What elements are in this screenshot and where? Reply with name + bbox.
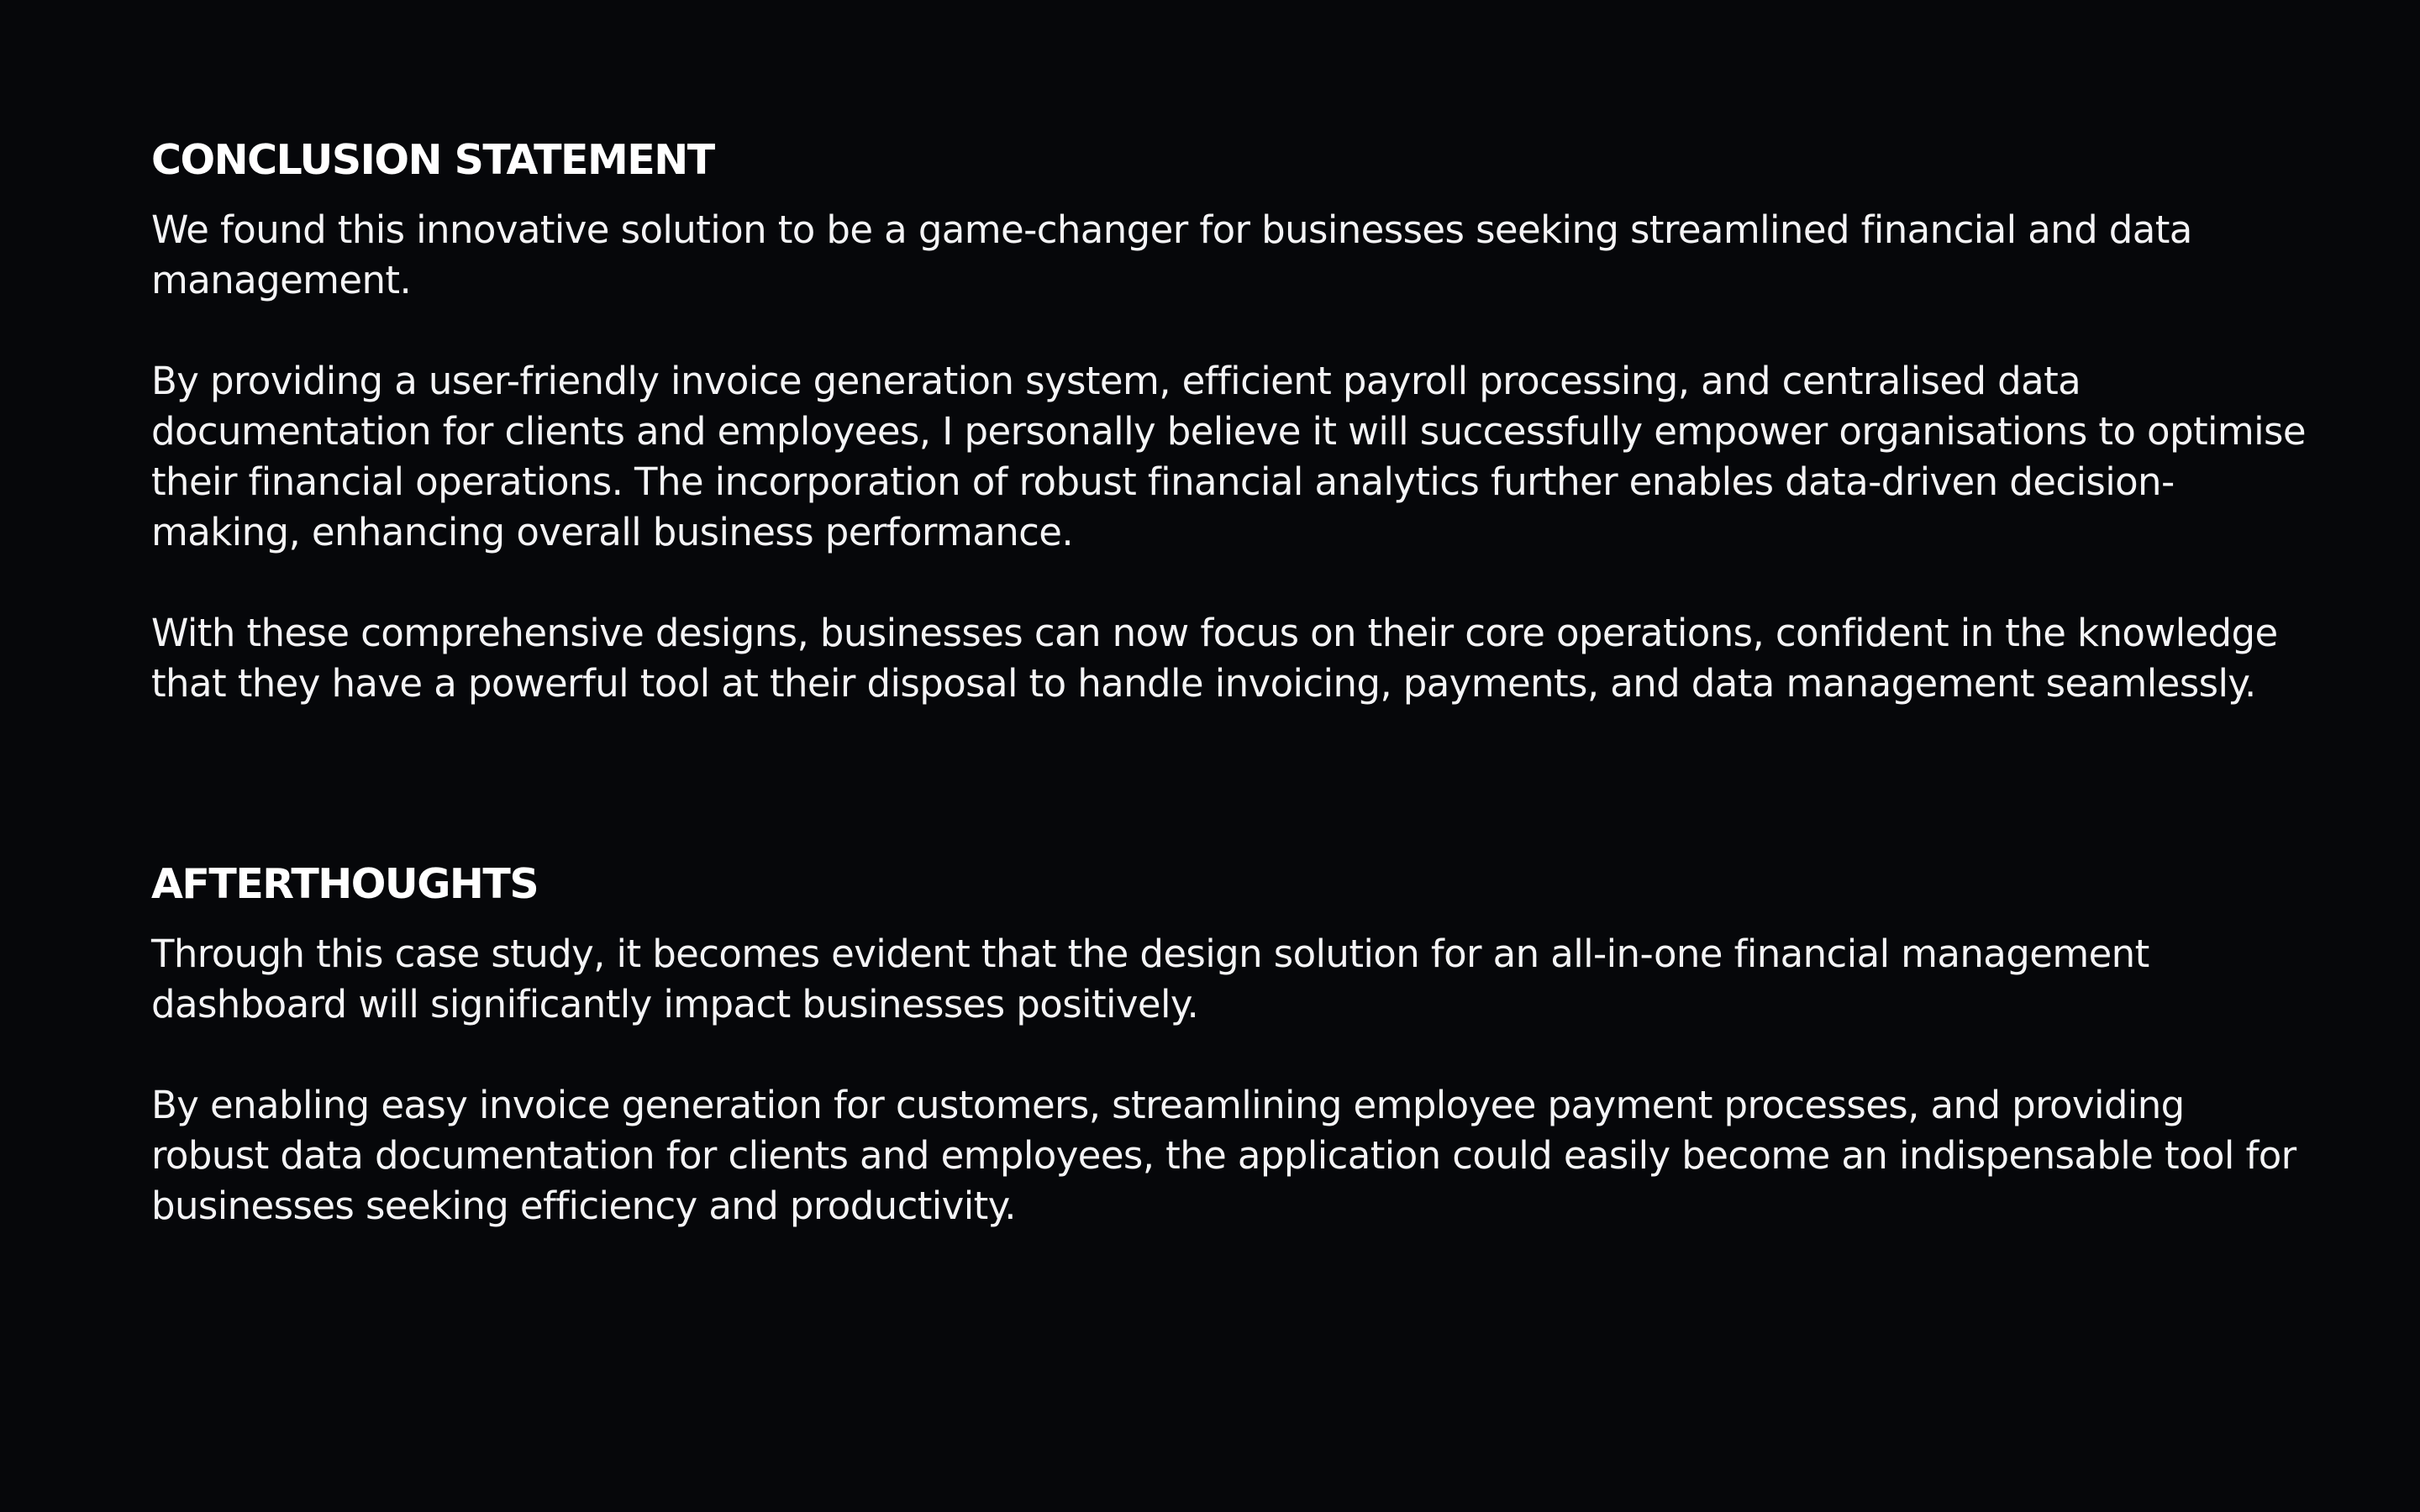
conclusion-paragraph-3: With these comprehensive designs, businesses can now focus on their core operations, confident in the knowledge that they have a powerful tool at their disposal to handle invoicing, payments, and data management seamlessly. (151, 611, 2278, 706)
content-column (151, 133, 2311, 1231)
conclusion-section (151, 133, 2311, 709)
afterthoughts-heading: AFTERTHOUGHTS (151, 860, 539, 908)
conclusion-paragraph-2: By providing a user-friendly invoice generation system, efficient payroll processing, and centralised data documentation for clients and employees, I personally believe it will successfully empower organisations to optimise their financial operations. The incorporation of robust financial analytics further enables data-driven decision-making, enhancing overall business performance. (151, 359, 2306, 554)
afterthoughts-paragraph-1: Through this case study, it becomes evident that the design solution for an all-in-one financial management dashboard will significantly impact businesses positively. (151, 932, 2149, 1026)
afterthoughts-section (151, 857, 2311, 1231)
afterthoughts-paragraph-2: By enabling easy invoice generation for customers, streamlining employee payment processes, and providing robust data documentation for clients and employees, the application could easily become an indispensable tool for businesses seeking efficiency and productivity. (151, 1083, 2296, 1228)
conclusion-heading: CONCLUSION STATEMENT (151, 136, 714, 184)
conclusion-paragraph-1: We found this innovative solution to be a game-changer for businesses seeking streamlined financial and data management. (151, 207, 2192, 302)
